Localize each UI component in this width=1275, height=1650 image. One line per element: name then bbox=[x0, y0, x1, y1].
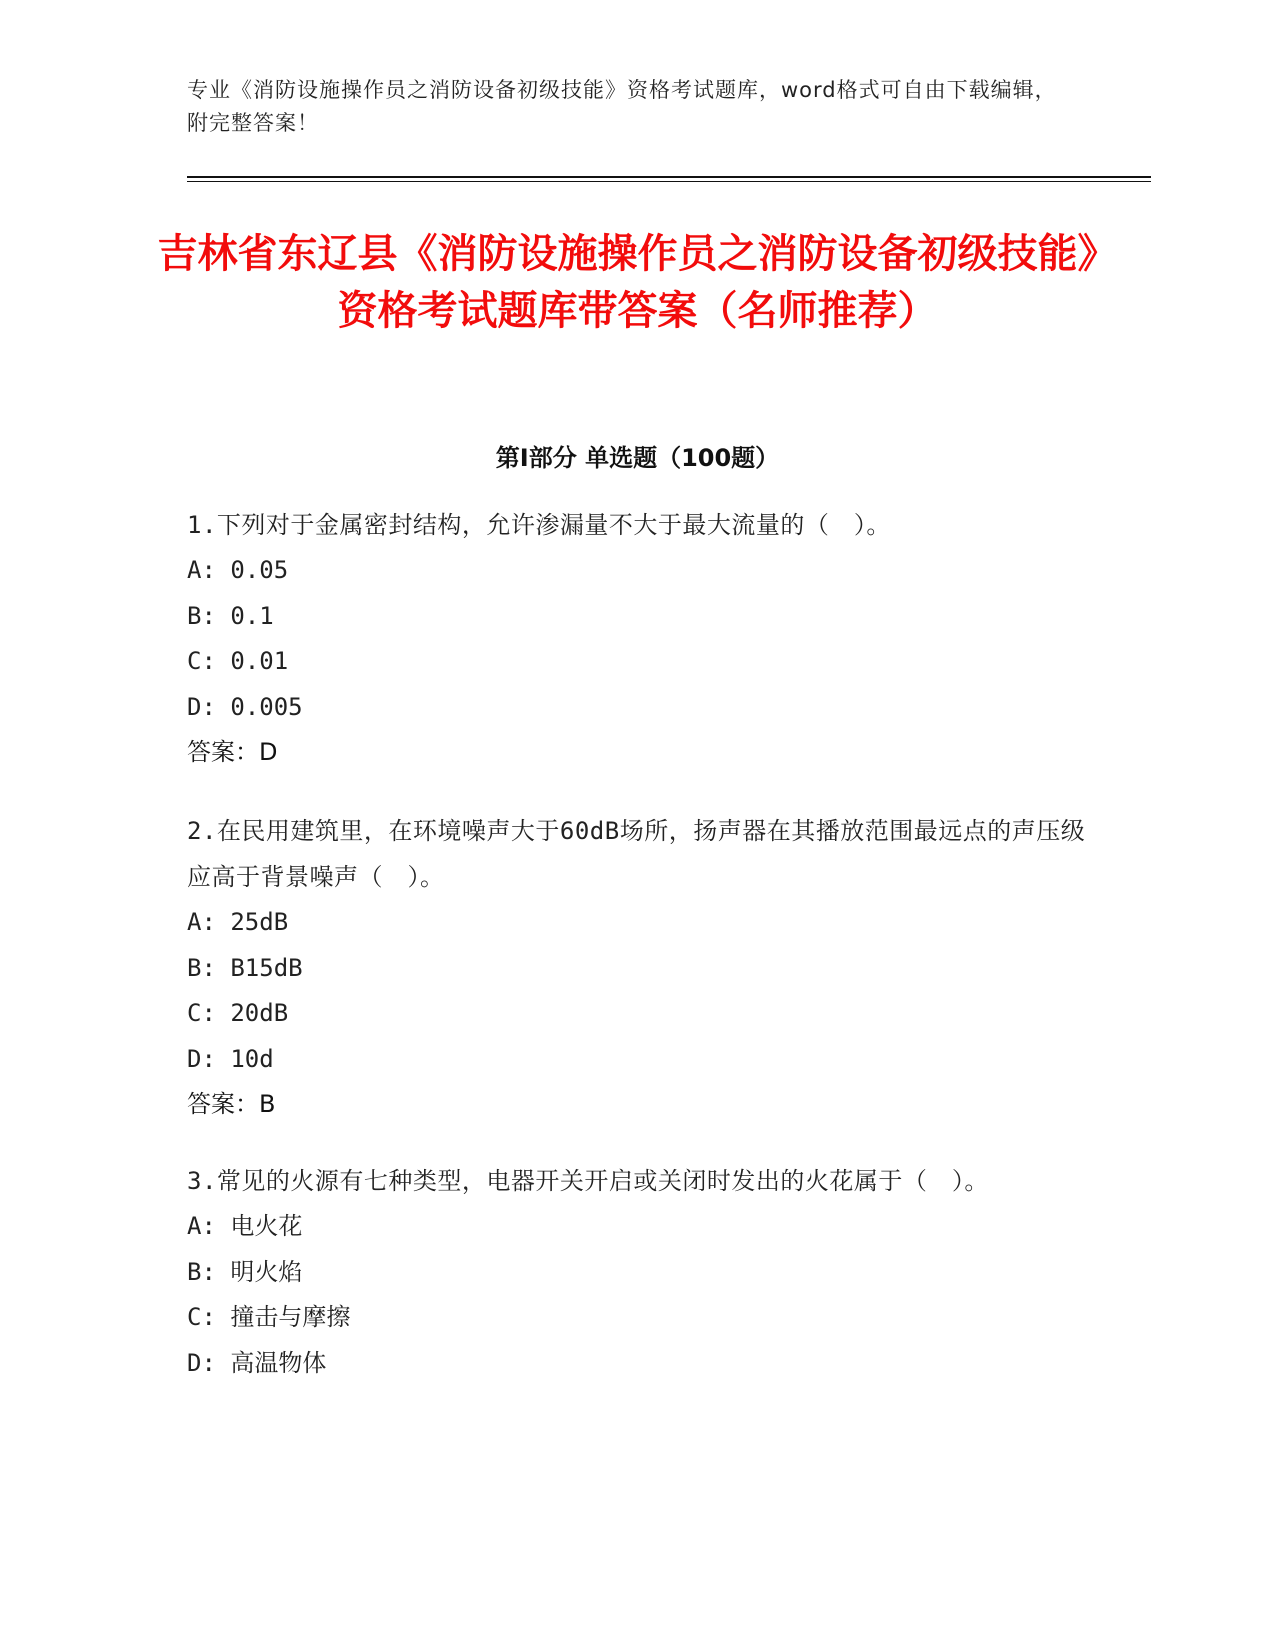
header-rule-thin bbox=[187, 181, 1151, 182]
option-a: A: 25dB bbox=[187, 908, 289, 936]
option-c: C: 撞击与摩擦 bbox=[187, 1303, 351, 1331]
option-c: C: 20dB bbox=[187, 999, 289, 1027]
option-b: B: 0.1 bbox=[187, 601, 274, 630]
option-a: A: 0.05 bbox=[187, 556, 289, 584]
question-stem: 1.下列对于金属密封结构，允许渗漏量不大于最大流量的（ ）。 bbox=[187, 511, 891, 539]
question-1 bbox=[187, 502, 1087, 775]
question-2 bbox=[187, 808, 1087, 1127]
option-d: D: 10d bbox=[187, 1044, 274, 1073]
option-d: D: 0.005 bbox=[187, 692, 303, 721]
question-stem: 3.常见的火源有七种类型，电器开关开启或关闭时发出的火花属于（ ）。 bbox=[187, 1167, 989, 1195]
answer: 答案：D bbox=[187, 738, 278, 766]
question-stem: 2.在民用建筑里，在环境噪声大于60dB场所，扬声器在其播放范围最远点的声压级应高于背景噪声（ ）。 bbox=[187, 817, 1086, 891]
option-a: A: 电火花 bbox=[187, 1212, 303, 1240]
option-d: D: 高温物体 bbox=[187, 1348, 327, 1377]
option-b: B: 明火焰 bbox=[187, 1257, 303, 1286]
option-c: C: 0.01 bbox=[187, 647, 289, 675]
option-b: B: B15dB bbox=[187, 953, 303, 982]
document-title: 吉林省东辽县《消防设施操作员之消防设备初级技能》资格考试题库带答案（名师推荐） bbox=[157, 231, 1118, 334]
section-title: 第I部分 单选题（100题） bbox=[495, 444, 780, 472]
answer: 答案：B bbox=[187, 1090, 276, 1118]
header-note: 专业《消防设施操作员之消防设备初级技能》资格考试题库，word格式可自由下载编辑，附完整答案！ bbox=[187, 78, 1057, 135]
question-3 bbox=[187, 1158, 1087, 1386]
header-rule-thick bbox=[187, 176, 1151, 178]
